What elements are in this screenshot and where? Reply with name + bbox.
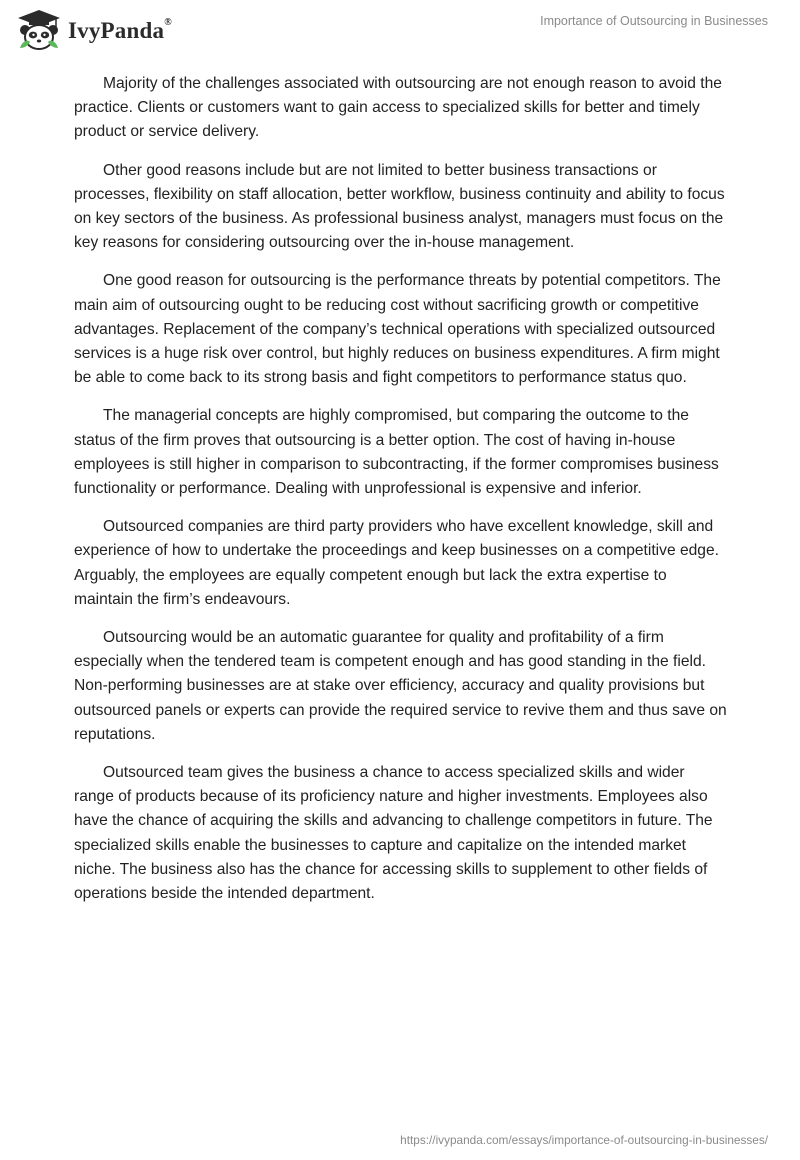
source-url-link[interactable]: https://ivypanda.com/essays/importance-of-outsourcing-in-businesses/ (400, 1133, 768, 1147)
document-title: Importance of Outsourcing in Businesses (540, 14, 768, 28)
paragraph: Outsourced team gives the business a chance to access specialized skills and wider range of products because of its proficiency nature and higher investments. Employees also have the chance of acquiring the skills and advancing to challenge competitors in future. The specialized skills enable the businesses to capture and capitalize on the intended market niche. The business also has the chance for accessing skills to supplement to other fields of operations beside the intended department. (74, 764, 713, 903)
paragraph: Outsourcing would be an automatic guarantee for quality and profitability of a firm especially when the tendered team is competent enough and has good standing in the field. Non-performing businesses are at stake over efficiency, accuracy and quality provisions but outsourced panels or experts can provide the required service to revive them and thus save on reputations. (74, 629, 727, 743)
paragraph: Majority of the challenges associated with outsourcing are not enough reason to avoid the practice. Clients or customers want to gain access to specialized skills for better and timely product or service delivery. (74, 75, 722, 141)
paragraph: Outsourced companies are third party providers who have excellent knowledge, skill and experience of how to undertake the proceedings and keep businesses on a competitive edge. Arguably, the employees are equally competent enough but lack the extra expertise to maintain the firm’s endeavours. (74, 518, 719, 608)
paragraph: The managerial concepts are highly compromised, but comparing the outcome to the status of the firm proves that outsourcing is a better option. The cost of having in-house employees is still higher in comparison to subcontracting, if the former compromises business functionality or performance. Dealing with unprofessional is expensive and inferior. (74, 407, 719, 498)
essay-body (74, 72, 728, 920)
brand-name: IvyPanda® (68, 17, 172, 43)
ivypanda-logo[interactable] (16, 8, 172, 52)
panda-graduate-icon (16, 8, 62, 52)
paragraph: Other good reasons include but are not limited to better business transactions or processes, flexibility on staff allocation, better workflow, business continuity and ability to focus on key sectors of the business. As professional business analyst, managers must focus on the key reasons for considering outsourcing over the in-house management. (74, 161, 725, 252)
page-header (0, 0, 800, 60)
paragraph: One good reason for outsourcing is the performance threats by potential competitors. The main aim of outsourcing ought to be reducing cost without sacrificing growth or competitive advantages. Replacement of the company’s technical operations with specialized outsourced services is a huge risk over control, but highly reduces on business expenditures. A firm might be able to come back to its strong basis and fight competitors to performance status quo. (74, 272, 721, 387)
